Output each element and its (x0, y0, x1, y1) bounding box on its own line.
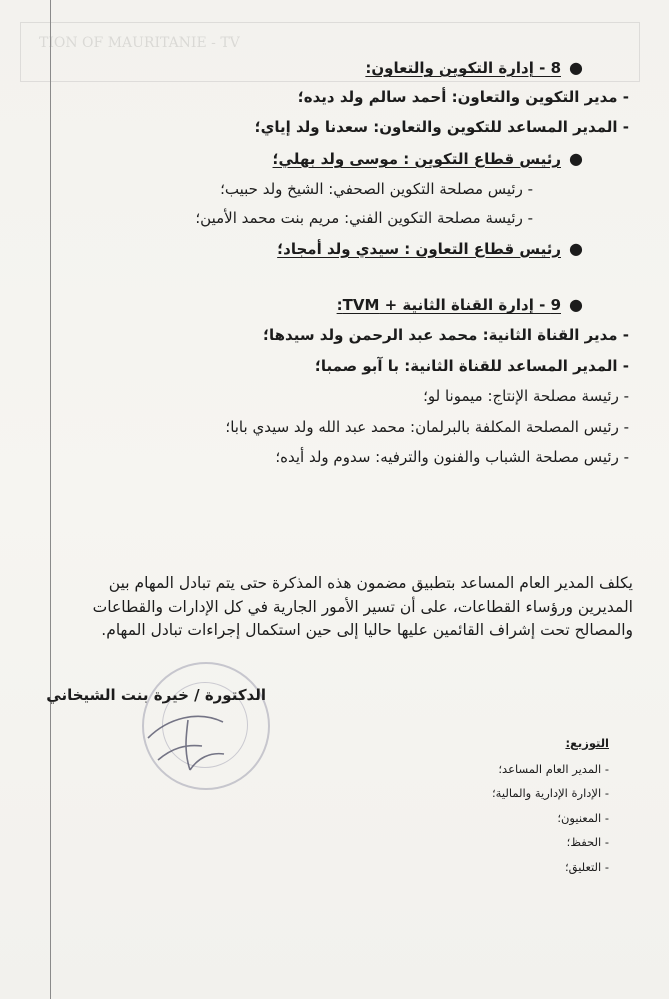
distribution-item: - الإدارة الإدارية والمالية؛ (492, 786, 609, 800)
distribution-item: - الحفظ؛ (566, 835, 609, 849)
signatory-name: الدكتورة / خيرة بنت الشيخاني (46, 686, 266, 704)
cooperation-sector-heading: رئيس قطاع التعاون : سيدي ولد أمجاد؛ (277, 239, 561, 258)
deputy-director-line: - المدير المساعد للتكوين والتعاون: سعدنا ولد إياي؛ (254, 118, 629, 137)
header-bleed-text: TION OF MAURITANIE - TV (39, 35, 240, 51)
bullet-icon: ● (569, 148, 583, 168)
document-body (62, 58, 629, 468)
closing-paragraph: يكلف المدير العام المساعد بتطبيق مضمون هذه المذكرة حتى يتم تبادل المهام بين المديرين ورؤساء القطاعات، على أن تسير الأمور الجارية في كل الإدارات والقطاعات والمصالح تحت إشراف القائمين عليها حاليا إلى حين استكمال إجراءات تبادل المهام. (92, 574, 633, 640)
distribution-list (492, 738, 609, 886)
youth-arts-head-line: - رئيس مصلحة الشباب والفنون والترفيه: سدوم ولد أيده؛ (275, 448, 629, 467)
training-sector-heading: رئيس قطاع التكوين : موسى ولد بهلي؛ (272, 149, 561, 168)
bullet-icon: ● (569, 295, 583, 315)
handwritten-signature (128, 700, 248, 780)
production-head-line: - رئيسة مصلحة الإنتاج: ميمونا لو؛ (423, 387, 629, 406)
cooperation-sector-row (62, 239, 583, 260)
distribution-item: - المدير العام المساعد؛ (498, 761, 609, 776)
section-8-heading: 8 - إدارة التكوين والتعاون: (365, 59, 561, 77)
channel-deputy-line: - المدير المساعد للقناة الثانية: با آبو صمبا؛ (314, 356, 629, 375)
page-edge-rule (50, 0, 51, 999)
journalism-training-line: - رئيس مصلحة التكوين الصحفي: الشيخ ولد حبيب؛ (220, 179, 533, 198)
channel-director-line: - مدير القناة الثانية: محمد عبد الرحمن ولد سيدها؛ (263, 326, 629, 345)
director-line: - مدير التكوين والتعاون: أحمد سالم ولد ديده؛ (297, 87, 629, 106)
section-8-heading-row (62, 58, 583, 79)
bullet-icon: ● (569, 58, 583, 77)
distribution-item: - المعنيون؛ (557, 810, 609, 825)
training-sector-row (62, 149, 583, 170)
bullet-icon: ● (569, 238, 583, 258)
distribution-item: - التعليق؛ (564, 859, 609, 874)
parliament-head-line: - رئيس المصلحة المكلفة بالبرلمان: محمد عبد الله ولد سيدي بابا؛ (225, 417, 629, 436)
distribution-title: التوزيع: (565, 736, 609, 750)
section-9-heading: 9 - إدارة القناة الثانية + TVM: (336, 296, 561, 315)
technical-training-line: - رئيسة مصلحة التكوين الفني: مريم بنت محمد الأمين؛ (195, 209, 533, 228)
section-9-heading-row (62, 295, 583, 316)
